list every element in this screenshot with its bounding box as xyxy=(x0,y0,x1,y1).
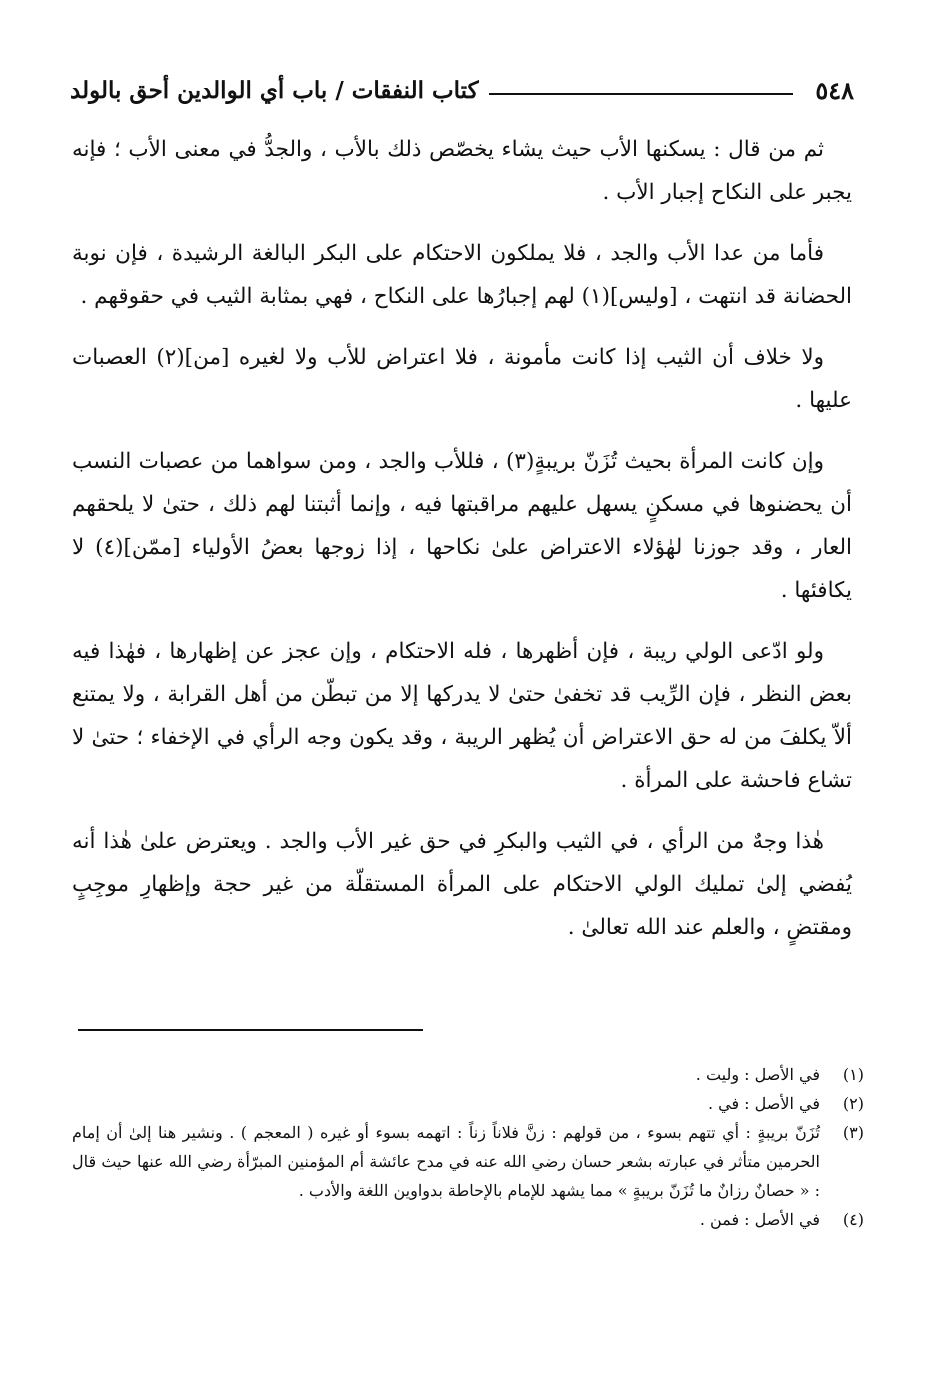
header-rule xyxy=(489,93,794,95)
footnote-number: (٤) xyxy=(842,1210,864,1229)
paragraph-4: وإن كانت المرأة بحيث تُزَنّ بريبةٍ(٣) ، فللأب والجد ، ومن سواهما من عصبات النسب أن يحضنوها في مسكنٍ يسهل عليهم مراقبتها فيه ، وإنما أثبتنا لهم ذلك ، حتىٰ لا يلحقهم العار ، وقد جوزنا لهٰؤلاء الاعتراض علىٰ نكاحها ، إذا زوجها بعضُ الأولياء [ممّن](٤) لا يكافئها . xyxy=(72,449,853,603)
running-title: كتاب النفقات / باب أي الوالدين أحق بالولد xyxy=(70,76,479,104)
main-text xyxy=(72,128,852,967)
paragraph-6: هٰذا وجهٌ من الرأي ، في الثيب والبكرِ في حق غير الأب والجد . ويعترض علىٰ هٰذا أنه يُفضي إلىٰ تمليك الولي الاحتكام على المرأة المستقلّة من غير حجة وإظهارِ موجِبٍ ومقتضٍ ، والعلم عند الله تعالىٰ . xyxy=(72,829,852,940)
paragraph-3: ولا خلاف أن الثيب إذا كانت مأمونة ، فلا اعتراض للأب ولا لغيره [من](٢) العصبات عليها . xyxy=(72,345,852,413)
page-number: ٥٤٨ xyxy=(815,75,854,105)
footnote-text: في الأصل : في . xyxy=(707,1094,820,1113)
paragraph-1: ثم من قال : يسكنها الأب حيث يشاء يخصّص ذلك بالأب ، والجدُّ في معنى الأب ؛ فإنه يجبر على النكاح إجبار الأب . xyxy=(72,137,852,205)
footnote-text: تُزَنّ بريبةٍ : أي تتهم بسوء ، من قولهم : زنَّ فلاناً زناً : اتهمه بسوء أو غيره ( المعجم ) . ونشير هنا إلىٰ أن إمام الحرمين متأثر في عبارته بشعر حسان رضي الله عنه في مدح عائشة أم المؤمنين المبرّأة رضي الله عنها حيث قال : « حصانٌ رزانٌ ما تُزَنّ بريبةٍ » مما يشهد للإمام بالإحاطة بدواوين اللغة والأدب . xyxy=(72,1123,821,1200)
running-header xyxy=(70,70,854,110)
footnote-2 xyxy=(72,1089,864,1118)
footnote-number: (٢) xyxy=(842,1094,864,1113)
paragraph-5: ولو ادّعى الولي ريبة ، فإن أظهرها ، فله الاحتكام ، وإن عجز عن إظهارها ، فهٰذا فيه بعض النظر ، فإن الرِّيب قد تخفىٰ حتىٰ لا يدركها إلا من تبطّن من أهل القرابة ، ولا يمتنع ألاّ يكلفَ من له حق الاعتراض أن يُظهر الريبة ، وقد يكون وجه الرأي في الإخفاء ؛ حتىٰ لا تشاع فاحشة على المرأة . xyxy=(72,639,852,793)
footnote-text: في الأصل : فمن . xyxy=(699,1210,820,1229)
footnote-text: في الأصل : وليت . xyxy=(695,1065,820,1084)
footnote-1 xyxy=(72,1060,864,1089)
footnote-number: (٣) xyxy=(842,1123,864,1142)
paragraph-2: فأما من عدا الأب والجد ، فلا يملكون الاحتكام على البكر البالغة الرشيدة ، فإن نوبة الحضانة قد انتهت ، [وليس](١) لهم إجبارُها على النكاح ، فهي بمثابة الثيب في حقوقهم . xyxy=(72,241,852,309)
footnote-4 xyxy=(72,1205,864,1234)
footnote-3 xyxy=(72,1118,864,1205)
footnote-number: (١) xyxy=(842,1065,864,1084)
footnote-divider xyxy=(78,1029,423,1031)
footnotes xyxy=(72,1060,864,1234)
